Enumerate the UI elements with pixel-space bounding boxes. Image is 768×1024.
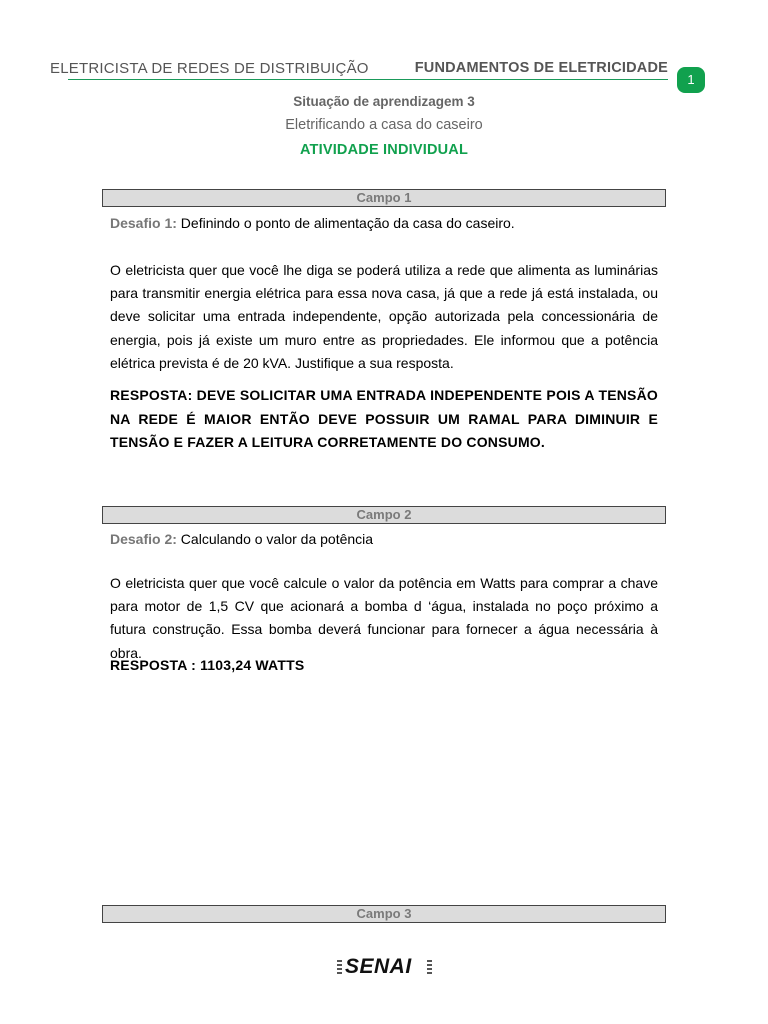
campo-2-bar: Campo 2 [102,506,666,524]
desafio-2-text: O eletricista quer que você calcule o valor da potência em Watts para comprar a chave para motor de 1,5 CV que acionará a bomba d ‘água, instalada no poço próximo a futura construção. Essa bomba deverá funcionar para fornecer a água necessária à obra. [110,575,658,661]
header-module-title: FUNDAMENTOS DE ELETRICIDADE [414,60,668,76]
desafio-2-label: Desafio 2: [110,531,177,547]
logo-left-dots [337,960,342,976]
senai-logo-text: SENAI [345,955,412,978]
header-course-title: ELETRICISTA DE REDES DE DISTRIBUIÇÃO [50,60,369,77]
desafio-2-title: Calculando o valor da potência [176,531,374,547]
desafio-1-answer: RESPOSTA: DEVE SOLICITAR UMA ENTRADA INDEPENDENTE POIS A TENSÃO NA REDE É MAIOR ENTÃO DEVE POSSUIR UM RAMAL PARA DIMINUIR E TENSÃO E FAZER A LEITURA CORRETAMENTE DO CONSUMO. [110,387,658,450]
activity-heading: ATIVIDADE INDIVIDUAL [299,142,469,158]
desafio-1-text: O eletricista quer que você lhe diga se poderá utiliza a rede que alimenta as luminárias para transmitir energia elétrica para essa nova casa, já que a rede já está instalada, ou deve solicitar uma entrada independente, opção autorizada pela concessionária de energia, pois já existe um muro entre as propriedades. Ele informou que a potência elétrica prevista é de 20 kVA. Justifique a sua resposta. [110,262,658,371]
situation-title: Situação de aprendizagem 3 [293,94,475,109]
desafio-2-answer: RESPOSTA : 1103,24 WATTS [110,657,305,673]
page-number-badge: 1 [677,67,705,93]
desafio-2-heading [110,531,373,547]
desafio-1-title: Definindo o ponto de alimentação da casa do caseiro. [176,215,515,231]
situation-subtitle: Eletrificando a casa do caseiro [285,117,483,133]
desafio-1-label: Desafio 1: [110,215,177,231]
desafio-1-heading [110,215,515,231]
senai-logo [337,955,432,981]
campo-1-bar: Campo 1 [102,189,666,207]
campo-3-bar: Campo 3 [102,905,666,923]
logo-right-dots [427,960,432,976]
header-divider [68,79,668,80]
